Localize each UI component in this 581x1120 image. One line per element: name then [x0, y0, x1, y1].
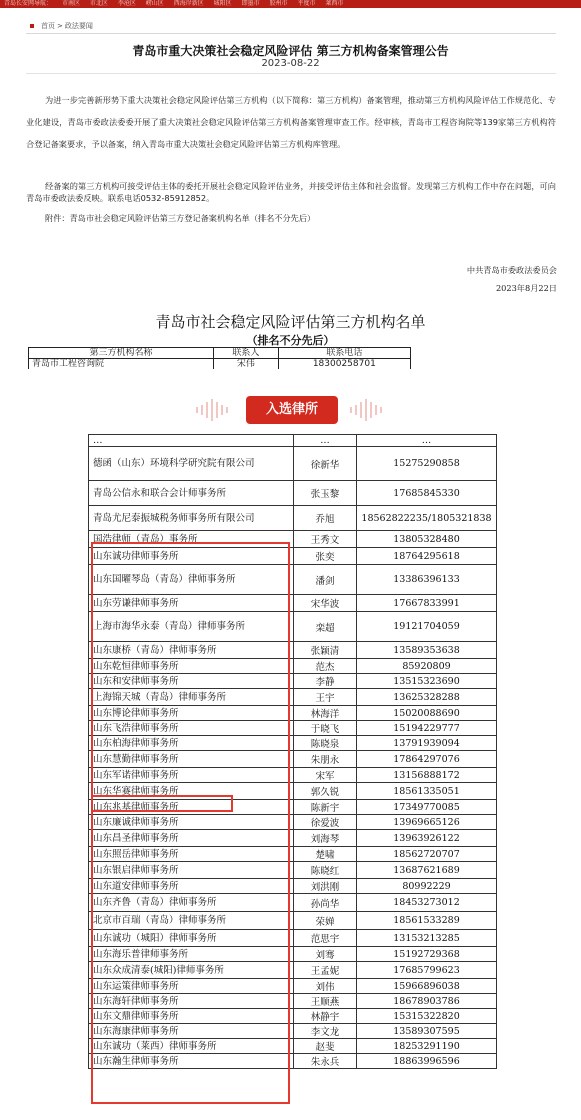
table-row [89, 531, 497, 548]
phone: 15315322820 [357, 1009, 497, 1024]
phone: 13156888172 [357, 768, 497, 783]
header-cell-phone: 联系电话 [326, 348, 363, 358]
phone: 18678903786 [357, 994, 497, 1009]
phone: 19121704059 [357, 612, 497, 642]
district-nav [0, 0, 581, 8]
org-name: 青岛公信永和联合会计师事务所 [89, 481, 294, 506]
org-name: 山东诚功（莱西）律师事务所 [89, 1039, 294, 1054]
contact-person: 宋伟 [214, 359, 279, 369]
district-link[interactable]: 平度市 [297, 0, 316, 7]
contact-person: 张奕 [294, 548, 357, 565]
table-row [89, 721, 497, 736]
article-paragraph: 经备案的第三方机构可接受评估主体的委托开展社会稳定风险评估业务，并接受评估主体和社会监督。发现第三方机构工作中存在问题，可向青岛市委政法委反映。联系电话0532-85912852。 [26, 181, 556, 203]
header-row [29, 348, 410, 359]
phone: 18561533289 [357, 912, 497, 930]
phone: 13153213285 [357, 930, 497, 947]
phone: 13963926122 [357, 830, 497, 847]
phone: 18300258701 [312, 359, 376, 369]
table-row [89, 674, 497, 689]
decorative-bars-right [350, 398, 382, 422]
table-row [89, 962, 497, 979]
org-name: 山东照岳律师事务所 [89, 847, 294, 862]
phone: 15194229777 [357, 721, 497, 736]
org-name: 山东诚功律师事务所 [89, 548, 294, 565]
org-name: 山东众成清泰(城阳)律师事务所 [89, 962, 294, 979]
phone: 13805328480 [357, 531, 497, 548]
article-title: 青岛市重大决策社会稳定风险评估 第三方机构备案管理公告 [132, 44, 449, 58]
contact-person: … [294, 435, 357, 447]
phone: 15275290858 [357, 447, 497, 481]
contact-person: 陈晓泉 [294, 736, 357, 751]
table-row [89, 1039, 497, 1054]
contact-person: 徐新华 [294, 447, 357, 481]
table-row [89, 548, 497, 565]
table-row [89, 894, 497, 912]
table-row [89, 689, 497, 706]
district-link[interactable]: 市南区 [61, 0, 80, 7]
phone: 80992229 [357, 879, 497, 894]
phone: 18562822235/1805321838 [357, 506, 497, 531]
phone: 13386396133 [357, 565, 497, 595]
table-row [89, 706, 497, 721]
contact-person: 荣婵 [294, 912, 357, 930]
contact-person: 林海洋 [294, 706, 357, 721]
table-row [89, 642, 497, 659]
breadcrumb [30, 21, 93, 31]
contact-person: 林静宇 [294, 1009, 357, 1024]
table-row [89, 800, 497, 815]
district-link[interactable]: 城阳区 [213, 0, 232, 7]
org-name: 青岛市工程咨询院 [29, 359, 214, 369]
table-row [89, 612, 497, 642]
org-name: 上海市海华永泰（青岛）律师事务所 [89, 612, 294, 642]
table-row [89, 815, 497, 830]
attachment-note: 附件：青岛市社会稳定风险评估第三方登记备案机构名单（排名不分先后） [45, 213, 316, 223]
header-cell-contact: 联系人 [214, 348, 279, 358]
contact-person: 王宇 [294, 689, 357, 706]
contact-person: 李静 [294, 674, 357, 689]
phone: 13791939094 [357, 736, 497, 751]
table-row [89, 595, 497, 612]
phone: 18253291190 [357, 1039, 497, 1054]
contact-person: 王秀文 [294, 531, 357, 548]
org-name: 山东劳谦律师事务所 [89, 595, 294, 612]
table-row [89, 830, 497, 847]
phone: 18764295618 [357, 548, 497, 565]
table-row [89, 768, 497, 783]
site-nav-bar [0, 0, 581, 8]
firm-list-table [88, 434, 497, 1069]
contact-person: 刘伟 [294, 979, 357, 994]
phone: 15192729368 [357, 947, 497, 962]
phone: … [357, 435, 497, 447]
org-name: 山东乾恒律师事务所 [89, 659, 294, 674]
contact-person: 陈晓红 [294, 862, 357, 879]
org-name: 山东昌圣律师事务所 [89, 830, 294, 847]
district-link[interactable]: 西海岸新区 [173, 0, 204, 7]
table-row [89, 930, 497, 947]
table-row [89, 447, 497, 481]
list-table-header [28, 347, 411, 369]
org-name: 山东诚功（城阳）律师事务所 [89, 930, 294, 947]
org-name: 青岛尤尼泰振城税务师事务所有限公司 [89, 506, 294, 531]
contact-person: 刘洪刚 [294, 879, 357, 894]
list-title: 青岛市社会稳定风险评估第三方机构名单 [155, 313, 426, 331]
org-name: 山东瀚生律师事务所 [89, 1054, 294, 1069]
table-row [89, 994, 497, 1009]
phone: 18562720707 [357, 847, 497, 862]
contact-person: 孙尚华 [294, 894, 357, 912]
table-row [89, 435, 497, 447]
contact-person: 张玉黎 [294, 481, 357, 506]
org-name: 山东道安律师事务所 [89, 879, 294, 894]
org-name: 山东柏海律师事务所 [89, 736, 294, 751]
site-name: 青岛长安网导航： [4, 0, 53, 7]
table-row [89, 847, 497, 862]
phone: 18863996596 [357, 1054, 497, 1069]
org-name: 德函（山东）环境科学研究院有限公司 [89, 447, 294, 481]
contact-person: 朱朋永 [294, 751, 357, 768]
contact-person: 刘海琴 [294, 830, 357, 847]
org-name: 山东飞浩律师事务所 [89, 721, 294, 736]
contact-person: 栾超 [294, 612, 357, 642]
contact-person: 朱永兵 [294, 1054, 357, 1069]
first-row [29, 359, 410, 369]
header-cell-name: 第三方机构名称 [29, 348, 214, 358]
table-row [89, 862, 497, 879]
phone: 13589307595 [357, 1024, 497, 1039]
phone: 13625328288 [357, 689, 497, 706]
table-row [89, 947, 497, 962]
table-row [89, 506, 497, 531]
table-row [89, 565, 497, 595]
article-date: 2023-08-22 [261, 58, 320, 69]
signature-date: 2023年8月22日 [495, 283, 557, 293]
phone: 13969665126 [357, 815, 497, 830]
org-name: 上海锦天城（青岛）律师事务所 [89, 689, 294, 706]
district-link[interactable]: 莱西市 [325, 0, 344, 7]
org-name: 山东国曜琴岛（青岛）律师事务所 [89, 565, 294, 595]
breadcrumb-separator: > [57, 22, 63, 30]
phone: 17685845330 [357, 481, 497, 506]
org-name: 山东齐鲁（青岛）律师事务所 [89, 894, 294, 912]
contact-person: 陈新宇 [294, 800, 357, 815]
org-name: 山东廉诚律师事务所 [89, 815, 294, 830]
table-row [89, 751, 497, 768]
table-row [89, 1024, 497, 1039]
signature-org: 中共青岛市委政法委员会 [466, 265, 557, 275]
table-row [89, 659, 497, 674]
contact-person: 刘骞 [294, 947, 357, 962]
org-name: 山东博论律师事务所 [89, 706, 294, 721]
contact-person: 于晓飞 [294, 721, 357, 736]
contact-person: 楚啸 [294, 847, 357, 862]
org-name: 山东慧勤律师事务所 [89, 751, 294, 768]
contact-person: 宋华波 [294, 595, 357, 612]
org-name: … [89, 435, 294, 447]
district-link[interactable]: 胶州市 [269, 0, 288, 7]
district-link[interactable]: 即墨市 [241, 0, 260, 7]
phone: 15966896038 [357, 979, 497, 994]
section-banner [0, 392, 581, 428]
contact-person: 范杰 [294, 659, 357, 674]
selected-firms-banner: 入选律所 [246, 396, 338, 424]
table-row [89, 783, 497, 800]
org-name: 山东银启律师事务所 [89, 862, 294, 879]
contact-person: 赵斐 [294, 1039, 357, 1054]
list-subtitle: （排名不分先后） [246, 334, 335, 347]
contact-person: 郭久锐 [294, 783, 357, 800]
table-row [89, 1054, 497, 1069]
contact-person: 宋军 [294, 768, 357, 783]
contact-person: 乔旭 [294, 506, 357, 531]
contact-person: 范思宇 [294, 930, 357, 947]
contact-person: 王顺燕 [294, 994, 357, 1009]
phone: 18561335051 [357, 783, 497, 800]
phone: 13515323690 [357, 674, 497, 689]
phone: 15020088690 [357, 706, 497, 721]
table-row [89, 481, 497, 506]
divider [26, 33, 556, 34]
phone: 17685799623 [357, 962, 497, 979]
district-link[interactable]: 市北区 [89, 0, 108, 7]
org-name: 山东和安律师事务所 [89, 674, 294, 689]
table-row [89, 979, 497, 994]
contact-person: 徐爱波 [294, 815, 357, 830]
org-name: 山东海康律师事务所 [89, 1024, 294, 1039]
phone: 17349770085 [357, 800, 497, 815]
org-name: 北京市百瑞（青岛）律师事务所 [89, 912, 294, 930]
district-link[interactable]: 崂山区 [145, 0, 164, 7]
org-name: 山东海乐普律师事务所 [89, 947, 294, 962]
district-link[interactable]: 李沧区 [117, 0, 136, 7]
phone: 13589353638 [357, 642, 497, 659]
breadcrumb-section-link[interactable]: 政法要闻 [64, 22, 93, 30]
breadcrumb-home-link[interactable]: 首页 [41, 22, 55, 30]
phone: 17864297076 [357, 751, 497, 768]
divider [26, 73, 556, 74]
org-name: 山东康桥（青岛）律师事务所 [89, 642, 294, 659]
phone: 85920809 [357, 659, 497, 674]
phone: 13687621689 [357, 862, 497, 879]
phone: 18453273012 [357, 894, 497, 912]
contact-person: 潘剑 [294, 565, 357, 595]
org-name: 山东兆基律师事务所 [89, 800, 294, 815]
org-name: 国浩律师（青岛）事务所 [89, 531, 294, 548]
phone: 17667833991 [357, 595, 497, 612]
org-name: 山东华赛律师事务所 [89, 783, 294, 800]
decorative-bars-left [196, 398, 228, 422]
org-name: 山东运策律师事务所 [89, 979, 294, 994]
table-row [89, 1009, 497, 1024]
org-name: 山东文鼎律师事务所 [89, 1009, 294, 1024]
table-row [89, 879, 497, 894]
contact-person: 张颖清 [294, 642, 357, 659]
table-row [89, 912, 497, 930]
org-name: 山东军诺律师事务所 [89, 768, 294, 783]
contact-person: 王孟妮 [294, 962, 357, 979]
org-name: 山东海轩律师事务所 [89, 994, 294, 1009]
table-row [89, 736, 497, 751]
contact-person: 李文龙 [294, 1024, 357, 1039]
article-paragraph: 为进一步完善新形势下重大决策社会稳定风险评估第三方机构（以下简称：第三方机构）备案管理，推动第三方机构风险评估工作规范化、专业化建设，青岛市委政法委委开展了重大决策社会稳定风险评估第三方机构备案管理审查工作。经审核，青岛市工程咨询院等139家第三方机构符合登记备案要求，予以备案，纳入青岛市重大决策社会稳定风险评估第三方机构库管理。 [26, 95, 556, 149]
breadcrumb-square-icon [30, 24, 34, 28]
